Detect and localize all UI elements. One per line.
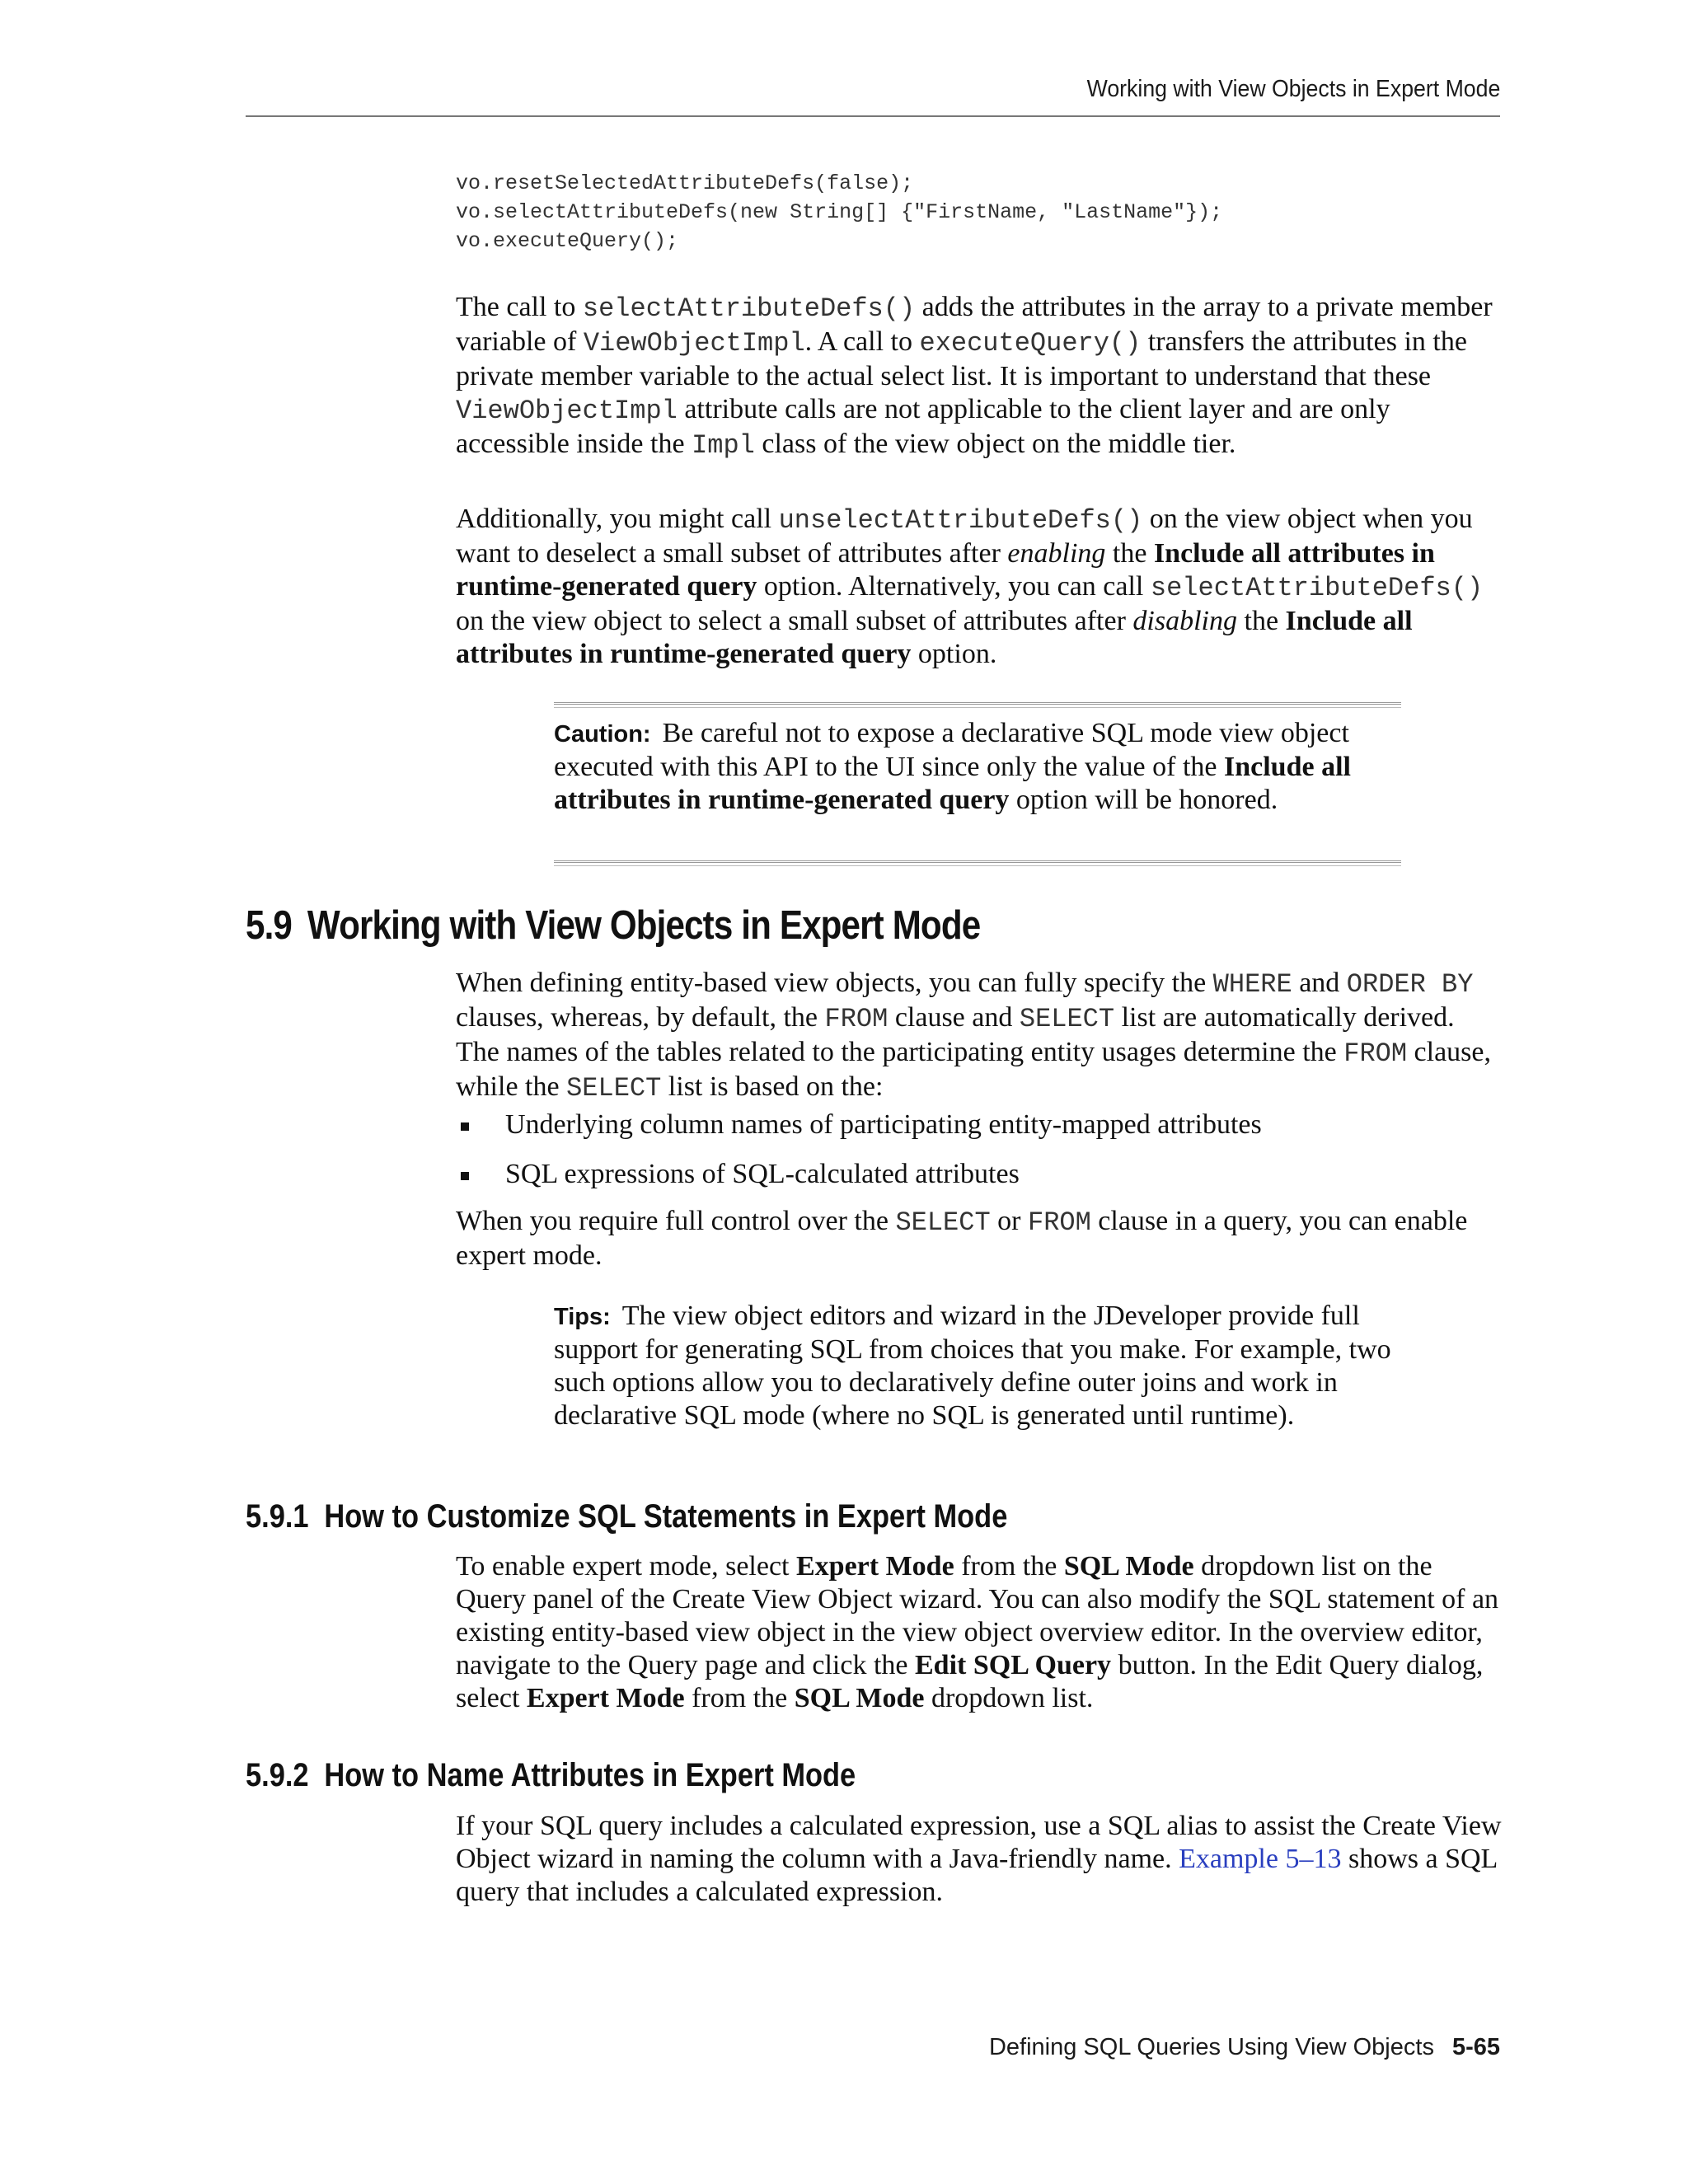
section-heading-5-9-1: 5.9.1 How to Customize SQL Statements in Expert Mode [246, 1498, 1008, 1535]
running-header: Working with View Objects in Expert Mode [1086, 76, 1500, 102]
page-footer [989, 2034, 1500, 2061]
caution-note: Caution: Be careful not to expose a declarative SQL mode view object executed with this API to the UI since only the value of the Include all attributes in runtime-generated query option will be honored. [554, 718, 1351, 815]
paragraph-unselect-attribute-defs: Additionally, you might call unselectAttributeDefs() on the view object when you want to deselect a small subset of attributes after enabling the Include all attributes in runtime-generated query option. Alternatively, you can call selectAttributeDefs() on the view object to select a small subset of attributes after disabling the Include all attributes in runtime-generated query option. [456, 504, 1484, 669]
caution-label: Caution: [554, 721, 651, 748]
header-rule [246, 115, 1500, 117]
list-item: SQL expressions of SQL-calculated attributes [456, 1158, 1503, 1191]
footer-title: Defining SQL Queries Using View Objects [988, 2034, 1434, 2060]
section-heading-5-9-2: 5.9.2 How to Name Attributes in Expert Mode [246, 1757, 856, 1793]
section-5-9-2-paragraph: If your SQL query includes a calculated expression, use a SQL alias to assist the Create View Object wizard in naming the column with a Java-friendly name. Example 5–13 shows a SQL query that includes a calculated expression. [456, 1811, 1502, 1907]
code-line: vo.resetSelectedAttributeDefs(false); [456, 171, 914, 195]
section-5-9-1-paragraph: To enable expert mode, select Expert Mode from the SQL Mode dropdown list on the Query panel of the Create View Object wizard. You can also modify the SQL statement of an existing entity-based view object in the view object overview editor. In the overview editor, navigate to the Query page and click the Edit SQL Query button. In the Edit Query dialog, select Expert Mode from the SQL Mode dropdown list. [456, 1551, 1499, 1713]
caution-rule-top [554, 702, 1401, 708]
section-5-9-intro: When defining entity-based view objects, you can fully specify the WHERE and ORDER BY clauses, whereas, by default, the FROM clause and SELECT list are automatically derived. The names of the tables related to the participating entity usages determine the FROM clause, while the SELECT list is based on the: [456, 968, 1491, 1104]
caution-rule-bottom [554, 860, 1401, 866]
tips-label: Tips: [554, 1304, 611, 1330]
section-5-9-expert-mode-paragraph: When you require full control over the SELECT or FROM clause in a query, you can enable expert mode. [456, 1206, 1468, 1271]
list-item: Underlying column names of participating entity-mapped attributes [456, 1108, 1503, 1141]
example-link[interactable]: Example 5–13 [1179, 1844, 1342, 1874]
tips-note: Tips: The view object editors and wizard in the JDeveloper provide full support for generating SQL from choices that you make. For example, two such options allow you to declaratively define outer joins and work in declarative SQL mode (where no SQL is generated until runtime). [554, 1301, 1391, 1431]
code-line: vo.executeQuery(); [456, 229, 679, 253]
bullet-list [456, 1108, 1503, 1207]
page-number: 5-65 [1451, 2034, 1500, 2060]
code-block [456, 169, 1222, 255]
code-line: vo.selectAttributeDefs(new String[] {"FirstName, "LastName"}); [456, 200, 1223, 224]
section-heading-5-9: 5.9 Working with View Objects in Expert Mode [246, 903, 981, 948]
paragraph-select-attribute-defs: The call to selectAttributeDefs() adds the attributes in the array to a private member variable of ViewObjectImpl. A call to executeQuery() transfers the attributes in the private member variable to the actual select list. It is important to understand that these ViewObjectImpl attribute calls are not applicable to the client layer and are only accessible inside the Impl class of the view object on the middle tier. [456, 292, 1493, 461]
